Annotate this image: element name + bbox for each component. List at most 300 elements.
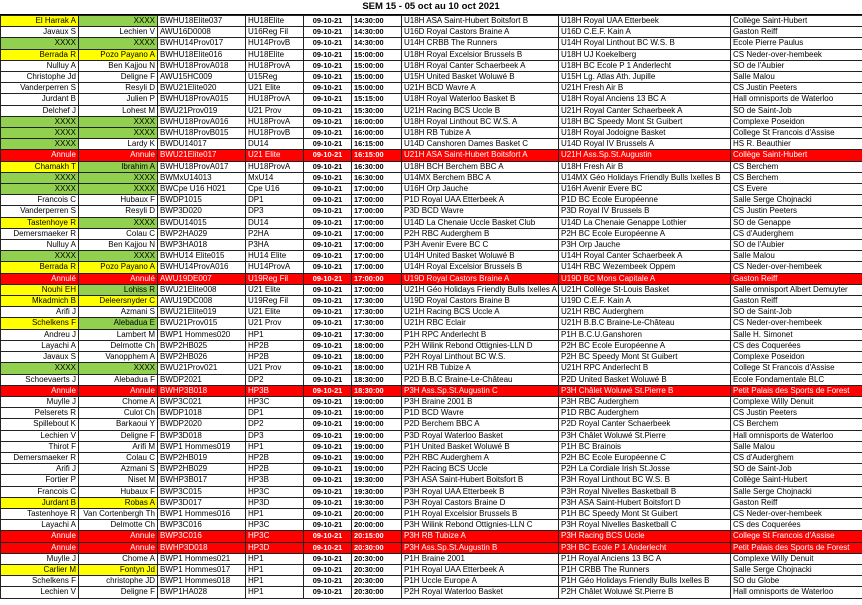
home-team-cell[interactable]: U21H RB Tubize A [402,363,559,374]
match-date-cell[interactable]: 09-10-21 [304,475,352,486]
home-team-cell[interactable]: P2H Wilink Rebond Ottignies-LLN D [402,340,559,351]
match-time-cell[interactable]: 16:00:00 [352,128,402,139]
match-code-cell[interactable]: BWDP1018 [158,408,246,419]
away-team-cell[interactable]: P1H B.C.U.Ganshoren [559,329,731,340]
match-time-cell[interactable]: 17:00:00 [352,284,402,295]
division-cell[interactable]: Cpe U16 [246,184,304,195]
division-cell[interactable]: U21 Elite [246,307,304,318]
match-time-cell[interactable]: 15:30:00 [352,105,402,116]
match-time-cell[interactable]: 17:30:00 [352,307,402,318]
venue-cell[interactable]: CS Neder-over-hembeek [731,49,862,60]
match-date-cell[interactable]: 09-10-21 [304,452,352,463]
venue-cell[interactable]: Hall omnisports de Waterloo [731,94,862,105]
match-date-cell[interactable]: 09-10-21 [304,385,352,396]
away-team-cell[interactable]: P2D Royal Canter Schaerbeek [559,419,731,430]
referee-1-cell[interactable]: Pelserets R [1,408,79,419]
match-time-cell[interactable]: 18:30:00 [352,374,402,385]
venue-cell[interactable]: CS Neder-over-hembeek [731,318,862,329]
match-date-cell[interactable]: 09-10-21 [304,318,352,329]
match-code-cell[interactable]: AWU15HC009 [158,72,246,83]
referee-1-cell[interactable]: Schelkens F [1,576,79,587]
venue-cell[interactable]: Petit Palais des Sports de Forest [731,542,862,553]
referee-2-cell[interactable]: XXXX [79,38,158,49]
referee-2-cell[interactable]: XXXX [79,251,158,262]
match-time-cell[interactable]: 17:00:00 [352,262,402,273]
referee-2-cell[interactable]: Delmotte Ch [79,340,158,351]
home-team-cell[interactable]: U14H Royal Excelsior Brussels B [402,262,559,273]
referee-1-cell[interactable]: Fortier P [1,475,79,486]
away-team-cell[interactable]: P1D RBC Auderghem [559,408,731,419]
match-code-cell[interactable]: BWP2HB029 [158,464,246,475]
match-date-cell[interactable]: 09-10-21 [304,116,352,127]
away-team-cell[interactable]: P3H BC Ecole P 1 Anderlecht [559,542,731,553]
home-team-cell[interactable]: P2H Racing BCS Uccle [402,464,559,475]
match-date-cell[interactable]: 09-10-21 [304,329,352,340]
match-date-cell[interactable]: 09-10-21 [304,520,352,531]
match-time-cell[interactable]: 19:00:00 [352,430,402,441]
match-date-cell[interactable]: 09-10-21 [304,72,352,83]
division-cell[interactable]: HP3C [246,486,304,497]
division-cell[interactable]: HP3C [246,520,304,531]
venue-cell[interactable]: Complexe Poseidon [731,352,862,363]
referee-2-cell[interactable]: Annule [79,531,158,542]
venue-cell[interactable]: Complexe Willy Denuit [731,553,862,564]
match-code-cell[interactable]: AWU16D0008 [158,27,246,38]
home-team-cell[interactable]: P2D Berchem BBC A [402,419,559,430]
division-cell[interactable]: HU18Elite [246,49,304,60]
home-team-cell[interactable]: P3D BCD Wavre [402,206,559,217]
away-team-cell[interactable]: P1D BC Ecole Européenne [559,195,731,206]
home-team-cell[interactable]: P1D Royal UAA Etterbeek A [402,195,559,206]
match-date-cell[interactable]: 09-10-21 [304,531,352,542]
away-team-cell[interactable]: P3H Racing BCS Uccle [559,531,731,542]
referee-1-cell[interactable]: XXXX [1,128,79,139]
match-code-cell[interactable]: BWP2HB025 [158,340,246,351]
match-date-cell[interactable]: 09-10-21 [304,128,352,139]
referee-2-cell[interactable]: Ben Kajjou N [79,240,158,251]
away-team-cell[interactable]: P2H BC Ecole Européenne A [559,228,731,239]
home-team-cell[interactable]: P1H Royal Excelsior Brussels B [402,508,559,519]
match-code-cell[interactable]: BWHU18ProvA018 [158,60,246,71]
away-team-cell[interactable]: U14H RBC Wezembeek Oppem [559,262,731,273]
referee-2-cell[interactable]: Chome A [79,396,158,407]
division-cell[interactable]: P2HA [246,228,304,239]
match-date-cell[interactable]: 09-10-21 [304,16,352,27]
match-time-cell[interactable]: 15:00:00 [352,49,402,60]
away-team-cell[interactable]: U21H B.B.C Braine-Le-Château [559,318,731,329]
referee-1-cell[interactable]: Vanderperren S [1,83,79,94]
referee-2-cell[interactable]: Azmani S [79,464,158,475]
referee-1-cell[interactable]: Jurdant B [1,497,79,508]
away-team-cell[interactable]: U16H Avenir Evere BC [559,184,731,195]
division-cell[interactable]: P3HA [246,240,304,251]
home-team-cell[interactable]: U18H ASA Saint-Hubert Boitsfort B [402,16,559,27]
referee-1-cell[interactable]: Vanderperren S [1,206,79,217]
away-team-cell[interactable]: U14D Royal IV Brussels A [559,139,731,150]
referee-1-cell[interactable]: Demersmaeker R [1,228,79,239]
match-date-cell[interactable]: 09-10-21 [304,172,352,183]
away-team-cell[interactable]: P3H ASA Saint-Hubert Boitsfort D [559,497,731,508]
match-time-cell[interactable]: 18:00:00 [352,363,402,374]
division-cell[interactable]: HP2B [246,452,304,463]
match-time-cell[interactable]: 20:00:00 [352,520,402,531]
referee-2-cell[interactable]: Delmotte Ch [79,520,158,531]
away-team-cell[interactable]: P1H Géo Holidays Friendly Bulls Ixelles B [559,576,731,587]
match-time-cell[interactable]: 19:30:00 [352,497,402,508]
venue-cell[interactable]: CS des Coquerées [731,520,862,531]
match-code-cell[interactable]: BWP1 Hommes016 [158,508,246,519]
away-team-cell[interactable]: U18H Royal Jodoigne Basket [559,128,731,139]
match-time-cell[interactable]: 17:00:00 [352,273,402,284]
division-cell[interactable]: HU18Elite [246,16,304,27]
referee-1-cell[interactable]: XXXX [1,363,79,374]
home-team-cell[interactable]: P3H Avenir Evere BC C [402,240,559,251]
venue-cell[interactable]: Complexe Poseidon [731,116,862,127]
match-time-cell[interactable]: 16:30:00 [352,172,402,183]
referee-2-cell[interactable]: Annule [79,385,158,396]
division-cell[interactable]: U16Reg Fil [246,27,304,38]
referee-2-cell[interactable]: XXXX [79,128,158,139]
home-team-cell[interactable]: P1D BCD Wavre [402,408,559,419]
match-time-cell[interactable]: 17:30:00 [352,296,402,307]
referee-2-cell[interactable]: Ben Kajjou N [79,60,158,71]
venue-cell[interactable]: SO de Saint-Job [731,307,862,318]
venue-cell[interactable]: Complexe Willy Denuit [731,396,862,407]
division-cell[interactable]: U19Reg Fil [246,296,304,307]
match-date-cell[interactable]: 09-10-21 [304,195,352,206]
match-code-cell[interactable]: BWHU14ProvA016 [158,262,246,273]
home-team-cell[interactable]: U14D La Chenaie Uccle Basket Club [402,217,559,228]
match-date-cell[interactable]: 09-10-21 [304,352,352,363]
venue-cell[interactable]: SO de Genappe [731,217,862,228]
referee-1-cell[interactable]: Chamakh T [1,161,79,172]
home-team-cell[interactable]: U19D Royal Castors Braine B [402,296,559,307]
referee-1-cell[interactable]: Annulé [1,273,79,284]
match-time-cell[interactable]: 14:30:00 [352,38,402,49]
away-team-cell[interactable]: P3H Orp Jauche [559,240,731,251]
match-code-cell[interactable]: BWP1 Hommes020 [158,329,246,340]
away-team-cell[interactable]: P3H Châlet Woluwé St.Pierre [559,430,731,441]
division-cell[interactable]: U21 Prov [246,318,304,329]
referee-2-cell[interactable]: XXXX [79,16,158,27]
venue-cell[interactable]: SO de l'Aubier [731,240,862,251]
match-time-cell[interactable]: 19:00:00 [352,408,402,419]
division-cell[interactable]: HP3D [246,497,304,508]
venue-cell[interactable]: Gaston Reiff [731,273,862,284]
venue-cell[interactable]: Gaston Reiff [731,27,862,38]
match-date-cell[interactable]: 09-10-21 [304,105,352,116]
away-team-cell[interactable]: U18H UJ Koekelberg [559,49,731,60]
match-code-cell[interactable]: BWHU18ProvA016 [158,116,246,127]
referee-1-cell[interactable]: Annule [1,542,79,553]
away-team-cell[interactable]: P3H RBC Auderghem [559,396,731,407]
match-code-cell[interactable]: BWP1 Hommes021 [158,553,246,564]
match-date-cell[interactable]: 09-10-21 [304,161,352,172]
referee-2-cell[interactable]: Barkaoui Y [79,419,158,430]
referee-2-cell[interactable]: Arifi M [79,441,158,452]
referee-2-cell[interactable]: Lechien V [79,27,158,38]
match-date-cell[interactable]: 09-10-21 [304,38,352,49]
division-cell[interactable]: HP2B [246,464,304,475]
division-cell[interactable]: HP3B [246,475,304,486]
referee-1-cell[interactable]: Nulluy A [1,240,79,251]
venue-cell[interactable]: Salle H. Simonet [731,329,862,340]
division-cell[interactable]: HU18ProvA [246,161,304,172]
match-time-cell[interactable]: 20:30:00 [352,587,402,598]
referee-2-cell[interactable]: Alebadua E [79,318,158,329]
referee-1-cell[interactable]: Berrada R [1,49,79,60]
match-code-cell[interactable]: BWHU18ProvB015 [158,128,246,139]
division-cell[interactable]: DP1 [246,408,304,419]
division-cell[interactable]: HU18ProvA [246,94,304,105]
match-code-cell[interactable]: BWHP3B017 [158,475,246,486]
home-team-cell[interactable]: P2H RBC Auderghem A [402,452,559,463]
match-date-cell[interactable]: 09-10-21 [304,587,352,598]
match-code-cell[interactable]: BWP3C016 [158,531,246,542]
division-cell[interactable]: HP2B [246,352,304,363]
match-code-cell[interactable]: BWDU14015 [158,217,246,228]
venue-cell[interactable]: CS Evere [731,184,862,195]
venue-cell[interactable]: SO de l'Aubier [731,60,862,71]
division-cell[interactable]: HP1 [246,553,304,564]
match-date-cell[interactable]: 09-10-21 [304,49,352,60]
referee-1-cell[interactable]: Annule [1,531,79,542]
venue-cell[interactable]: SO de Saint-Job [731,105,862,116]
referee-2-cell[interactable]: XXXX [79,184,158,195]
match-time-cell[interactable]: 17:30:00 [352,329,402,340]
venue-cell[interactable]: Salle Malou [731,72,862,83]
division-cell[interactable]: HU14ProvA [246,262,304,273]
match-date-cell[interactable]: 09-10-21 [304,83,352,94]
match-code-cell[interactable]: BWU21Prov015 [158,318,246,329]
match-code-cell[interactable]: BWDP2021 [158,374,246,385]
match-time-cell[interactable]: 17:00:00 [352,251,402,262]
home-team-cell[interactable]: U15H United Basket Woluwé B [402,72,559,83]
match-date-cell[interactable]: 09-10-21 [304,564,352,575]
match-date-cell[interactable]: 09-10-21 [304,307,352,318]
division-cell[interactable]: DU14 [246,217,304,228]
match-code-cell[interactable]: BWP3D018 [158,430,246,441]
venue-cell[interactable]: Ecole Fondamentale BLC [731,374,862,385]
referee-2-cell[interactable]: XXXX [79,217,158,228]
referee-2-cell[interactable]: Deligne F [79,587,158,598]
division-cell[interactable]: U21 Elite [246,150,304,161]
home-team-cell[interactable]: P3H Ass.Sp.St.Augustin C [402,385,559,396]
match-time-cell[interactable]: 14:30:00 [352,27,402,38]
division-cell[interactable]: HU18ProvA [246,116,304,127]
away-team-cell[interactable]: U21H Ass.Sp.St.Augustin [559,150,731,161]
away-team-cell[interactable]: P1H BC Speedy Mont St Guibert [559,508,731,519]
home-team-cell[interactable]: U16D Royal Castors Braine A [402,27,559,38]
venue-cell[interactable]: College St Francois d'Assise [731,128,862,139]
division-cell[interactable]: HU18ProvB [246,128,304,139]
venue-cell[interactable]: CS Berchem [731,172,862,183]
division-cell[interactable]: HU18ProvA [246,60,304,71]
referee-1-cell[interactable]: Demersmaeker R [1,452,79,463]
home-team-cell[interactable]: P2H Royal Linthout BC W.S. [402,352,559,363]
away-team-cell[interactable]: U19D C.E.F. Kain A [559,296,731,307]
away-team-cell[interactable]: P1H BC Brainois [559,441,731,452]
match-code-cell[interactable]: BWHU18Elite016 [158,49,246,60]
match-time-cell[interactable]: 19:00:00 [352,441,402,452]
match-date-cell[interactable]: 09-10-21 [304,296,352,307]
home-team-cell[interactable]: P1H United Basket Woluwé B [402,441,559,452]
home-team-cell[interactable]: P2H Royal Waterloo Basket [402,587,559,598]
home-team-cell[interactable]: U14H United Basket Woluwé B [402,251,559,262]
match-time-cell[interactable]: 19:30:00 [352,486,402,497]
venue-cell[interactable]: College St Francois d'Assise [731,363,862,374]
match-time-cell[interactable]: 19:00:00 [352,452,402,463]
referee-1-cell[interactable]: Arifi J [1,464,79,475]
referee-2-cell[interactable]: Pozo Payano A [79,49,158,60]
venue-cell[interactable]: Salle Serge Chojnacki [731,195,862,206]
referee-2-cell[interactable]: Deligne F [79,430,158,441]
away-team-cell[interactable]: P2H BC Ecole Européenne C [559,452,731,463]
match-code-cell[interactable]: BWU21Prov021 [158,363,246,374]
referee-2-cell[interactable]: Lardy K [79,139,158,150]
away-team-cell[interactable]: U19D BC Mons Capitale A [559,273,731,284]
match-code-cell[interactable]: BWP1 Hommes019 [158,441,246,452]
division-cell[interactable]: HP1 [246,508,304,519]
division-cell[interactable]: HP1 [246,441,304,452]
home-team-cell[interactable]: P3H Wilink Rebond Ottignies-LLN C [402,520,559,531]
match-code-cell[interactable]: BWDP2020 [158,419,246,430]
referee-2-cell[interactable]: Annulé [79,273,158,284]
away-team-cell[interactable]: P3H Royal Nivelles Basketball C [559,520,731,531]
referee-1-cell[interactable]: XXXX [1,116,79,127]
match-code-cell[interactable]: BWHU14Prov017 [158,38,246,49]
venue-cell[interactable]: Salle Malou [731,441,862,452]
referee-2-cell[interactable]: Pozo Payano A [79,262,158,273]
match-date-cell[interactable]: 09-10-21 [304,251,352,262]
referee-1-cell[interactable]: Muylle J [1,553,79,564]
division-cell[interactable]: DP1 [246,195,304,206]
venue-cell[interactable]: HS R. Beauthier [731,139,862,150]
referee-1-cell[interactable]: Muylle J [1,396,79,407]
referee-2-cell[interactable]: Fontyn Jd [79,564,158,575]
venue-cell[interactable]: CS Justin Peeters [731,408,862,419]
home-team-cell[interactable]: U18H Royal Waterloo Basket B [402,94,559,105]
match-date-cell[interactable]: 09-10-21 [304,430,352,441]
division-cell[interactable]: DP3 [246,430,304,441]
division-cell[interactable]: HP3C [246,531,304,542]
match-code-cell[interactable]: BWHU18ProvA015 [158,94,246,105]
match-time-cell[interactable]: 16:15:00 [352,150,402,161]
home-team-cell[interactable]: U19D Royal Castors Braine A [402,273,559,284]
referee-2-cell[interactable]: Culot Ch [79,408,158,419]
match-time-cell[interactable]: 17:30:00 [352,318,402,329]
match-time-cell[interactable]: 15:00:00 [352,60,402,71]
match-date-cell[interactable]: 09-10-21 [304,408,352,419]
match-code-cell[interactable]: BWP1HA028 [158,587,246,598]
referee-1-cell[interactable]: XXXX [1,172,79,183]
match-date-cell[interactable]: 09-10-21 [304,262,352,273]
home-team-cell[interactable]: U16H Orp Jauche [402,184,559,195]
venue-cell[interactable]: SO de Saint-Job [731,464,862,475]
match-time-cell[interactable]: 17:00:00 [352,240,402,251]
away-team-cell[interactable]: P3H Châlet Woluwé St.Pierre B [559,385,731,396]
division-cell[interactable]: DP2 [246,419,304,430]
referee-2-cell[interactable]: Van Cortenbergh Th [79,508,158,519]
division-cell[interactable]: HP2B [246,340,304,351]
home-team-cell[interactable]: P3H Royal UAA Etterbeek B [402,486,559,497]
match-date-cell[interactable]: 09-10-21 [304,217,352,228]
division-cell[interactable]: U21 Elite [246,284,304,295]
venue-cell[interactable]: CS Justin Peeters [731,83,862,94]
referee-1-cell[interactable]: Javaux S [1,352,79,363]
referee-2-cell[interactable]: XXXX [79,363,158,374]
match-date-cell[interactable]: 09-10-21 [304,340,352,351]
venue-cell[interactable]: CS Berchem [731,419,862,430]
referee-2-cell[interactable]: Hubaux F [79,195,158,206]
match-code-cell[interactable]: BWU21Elite008 [158,284,246,295]
match-code-cell[interactable]: BWP3D017 [158,497,246,508]
match-date-cell[interactable]: 09-10-21 [304,284,352,295]
match-code-cell[interactable]: BWCpe U16 H021 [158,184,246,195]
home-team-cell[interactable]: P3H Braine 2001 B [402,396,559,407]
match-date-cell[interactable]: 09-10-21 [304,576,352,587]
away-team-cell[interactable]: P3H Royal Nivelles Basketball B [559,486,731,497]
match-time-cell[interactable]: 20:30:00 [352,576,402,587]
home-team-cell[interactable]: U21H Géo Holidays Friendly Bulls Ixelles A [402,284,559,295]
division-cell[interactable]: U21 Prov [246,105,304,116]
referee-2-cell[interactable]: christophe JD [79,576,158,587]
referee-2-cell[interactable]: XXXX [79,172,158,183]
match-time-cell[interactable]: 15:00:00 [352,83,402,94]
division-cell[interactable]: HP1 [246,564,304,575]
venue-cell[interactable]: CS des Coquerées [731,340,862,351]
away-team-cell[interactable]: U18H Royal UAA Etterbeek [559,16,731,27]
home-team-cell[interactable]: P3H RB Tubize A [402,531,559,542]
match-code-cell[interactable]: AWU19DC008 [158,296,246,307]
venue-cell[interactable]: Hall omnisports de Waterloo [731,587,862,598]
away-team-cell[interactable]: P3D Royal IV Brussels B [559,206,731,217]
home-team-cell[interactable]: P3D Royal Waterloo Basket [402,430,559,441]
venue-cell[interactable]: Collège Saint-Hubert [731,475,862,486]
match-date-cell[interactable]: 09-10-21 [304,542,352,553]
match-code-cell[interactable]: BWU21Prov019 [158,105,246,116]
home-team-cell[interactable]: P2H RBC Auderghem B [402,228,559,239]
referee-2-cell[interactable]: Colau C [79,452,158,463]
match-time-cell[interactable]: 20:30:00 [352,553,402,564]
referee-2-cell[interactable]: Azmani S [79,307,158,318]
referee-2-cell[interactable]: Deligne F [79,72,158,83]
home-team-cell[interactable]: U21H ASA Saint-Hubert Boitsfort A [402,150,559,161]
home-team-cell[interactable]: U14MX Berchem BBC A [402,172,559,183]
match-time-cell[interactable]: 17:00:00 [352,195,402,206]
venue-cell[interactable]: Salle omnisport Albert Demuyter [731,284,862,295]
home-team-cell[interactable]: P1H Royal UAA Etterbeek A [402,564,559,575]
division-cell[interactable]: U19Reg Fil [246,273,304,284]
referee-2-cell[interactable]: Deleersnyder C [79,296,158,307]
referee-1-cell[interactable]: Nouhi EH [1,284,79,295]
away-team-cell[interactable]: U21H RBC Auderghem [559,307,731,318]
match-code-cell[interactable]: BWHP3D018 [158,542,246,553]
match-time-cell[interactable]: 17:00:00 [352,217,402,228]
division-cell[interactable]: DP2 [246,374,304,385]
venue-cell[interactable]: Collège Saint-Hubert [731,150,862,161]
match-time-cell[interactable]: 15:00:00 [352,72,402,83]
referee-1-cell[interactable]: Layachi A [1,340,79,351]
away-team-cell[interactable]: U14H Royal Linthout BC W.S. B [559,38,731,49]
referee-1-cell[interactable]: Schelkens F [1,318,79,329]
referee-2-cell[interactable]: Lohest M [79,105,158,116]
referee-2-cell[interactable]: Lambert M [79,329,158,340]
away-team-cell[interactable]: U16D C.E.F. Kain A [559,27,731,38]
division-cell[interactable]: HU14ProvB [246,38,304,49]
venue-cell[interactable]: SO du Globe [731,576,862,587]
match-code-cell[interactable]: BWDP1015 [158,195,246,206]
